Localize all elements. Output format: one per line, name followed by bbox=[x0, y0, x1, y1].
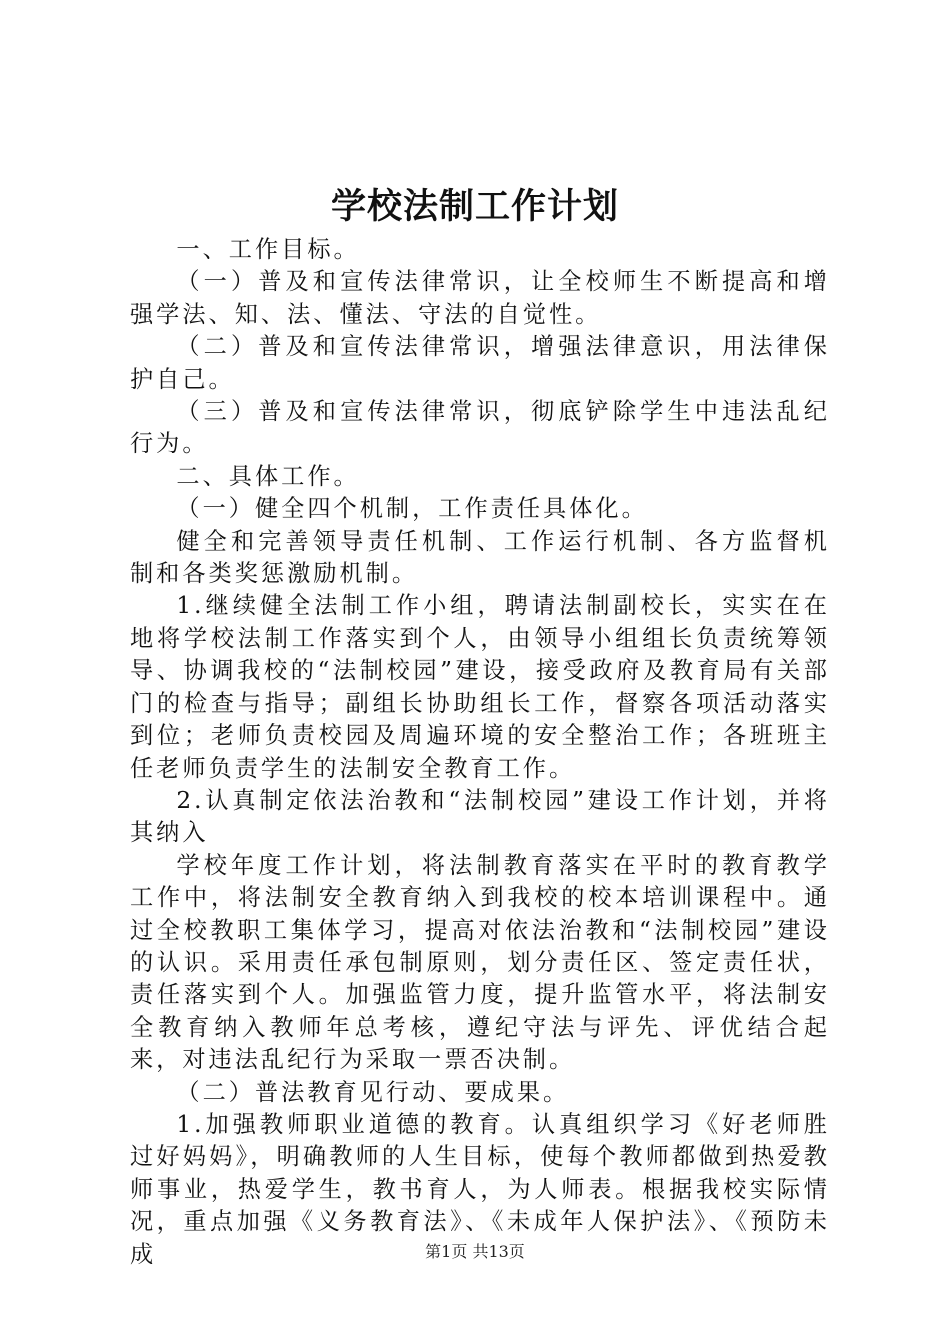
paragraph: 2.认真制定依法治教和“法制校园”建设工作计划，并将其纳入 bbox=[130, 786, 830, 847]
paragraph: （一）普及和宣传法律常识，让全校师生不断提高和增强学法、知、法、懂法、守法的自觉性。 bbox=[130, 268, 830, 328]
page-number-footer: 第1页 共13页 bbox=[425, 1242, 525, 1261]
paragraph: 1.加强教师职业道德的教育。认真组织学习《好老师胜过好妈妈》，明确教师的人生目标，使每个教师都做到热爱教师事业，热爱学生，教书育人，为人师表。根据我校实际情况，重点加强《义务教育法》、《未成年人保护法》、《预防未成 bbox=[130, 1110, 830, 1268]
subsection-heading: （二）普法教育见行动、要成果。 bbox=[176, 1078, 570, 1106]
document-title: 学校法制工作计划 bbox=[330, 186, 619, 227]
paragraph: （二）普及和宣传法律常识，增强法律意识，用法律保护自己。 bbox=[130, 333, 830, 393]
section-heading: 一、工作目标。 bbox=[176, 236, 360, 263]
section-heading: 二、具体工作。 bbox=[176, 462, 360, 490]
paragraph: （三）普及和宣传法律常识，彻底铲除学生中违法乱纪行为。 bbox=[130, 398, 830, 458]
subsection-heading: （一）健全四个机制，工作责任具体化。 bbox=[176, 495, 648, 523]
paragraph: 健全和完善领导责任机制、工作运行机制、各方监督机制和各类奖惩激励机制。 bbox=[130, 527, 830, 588]
paragraph: 学校年度工作计划，将法制教育落实在平时的教育教学工作中，将法制安全教育纳入到我校的校本培训课程中。通过全校教职工集体学习，提高对依法治教和“法制校园”建设的认识。采用责任承包制原则，划分责任区、签定责任状，责任落实到个人。加强监管力度，提升监管水平，将法制安全教育纳入教师年总考核，遵纪守法与评先、评优结合起来，对违法乱纪行为采取一票否决制。 bbox=[130, 851, 830, 1074]
document-body bbox=[130, 234, 830, 1271]
paragraph: 1.继续健全法制工作小组，聘请法制副校长，实实在在地将学校法制工作落实到个人，由领导小组组长负责统筹领导、协调我校的“法制校园”建设，接受政府及教育局有关部门的检查与指导；副组长协助组长工作，督察各项活动落实到位；老师负责校园及周遍环境的安全整治工作；各班班主任老师负责学生的法制安全教育工作。 bbox=[130, 592, 830, 782]
